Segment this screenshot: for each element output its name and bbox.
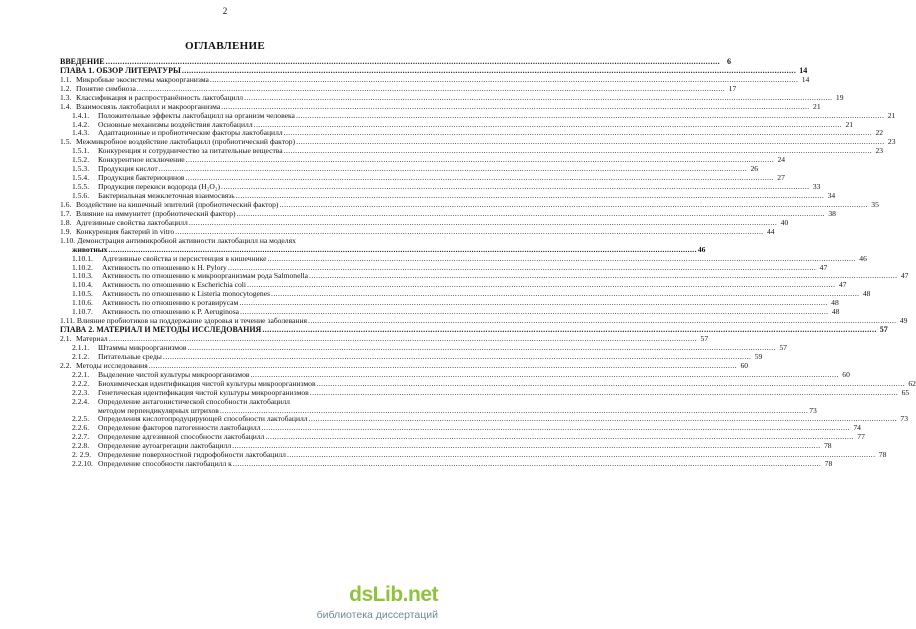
toc-entry-title: Понятие симбиоза	[76, 83, 136, 93]
toc-entry-number: 1.10.5.	[72, 289, 93, 299]
toc-entry-number: 1.10.4.	[72, 280, 93, 290]
toc-entry-page: 62	[908, 378, 916, 388]
toc-entry-title: Конкурентное исключение	[98, 155, 185, 165]
toc-entry-page: 17	[728, 83, 737, 93]
toc-entry-number: 1.6.	[60, 199, 72, 209]
toc-entry-title: Адаптационные и пробиотические факторы лактобацилл	[98, 128, 283, 138]
toc-entry-number: 2.2.2.	[72, 378, 90, 388]
toc-entry-page: 21	[887, 110, 896, 120]
toc-entry-page: 65	[901, 387, 910, 397]
toc-entry-page: 40	[780, 217, 789, 227]
toc-entry-title: Активность по отношению к P. Aeruginosa	[102, 307, 240, 317]
toc-entry-page: 78	[878, 450, 887, 460]
toc-entry-page: 22	[875, 128, 884, 138]
toc-entry-title: Основные механизмы воздействия лактобацилл	[98, 119, 253, 129]
toc-entry-title: Определение факторов патогенности лактобацилл	[98, 423, 261, 433]
toc-entry-number: 2. 2.9.	[72, 450, 91, 460]
toc-entry-number: 2.2.1.	[72, 369, 90, 379]
toc-entry	[60, 237, 415, 246]
toc-entry-page: 21	[845, 119, 854, 129]
toc-entry-page: 23	[875, 146, 884, 156]
toc-entry-page: 48	[862, 289, 871, 299]
toc-entry-number: 2.2.3.	[72, 387, 90, 397]
toc-entry-title: Питательные среды	[98, 351, 162, 361]
toc-entry-number: 1.4.2.	[72, 119, 90, 129]
toc-entry-number: 1.5.3.	[72, 164, 90, 174]
toc-entry-title: Выделение чистой культуры микроорганизмов	[98, 369, 250, 379]
toc-entry-title: Определение антагонистической способности лактобацилл	[98, 396, 290, 406]
toc-entry-title: ВВЕДЕНИЕ	[60, 56, 105, 66]
toc-entry-page: 21	[813, 101, 821, 111]
toc-entry-title: Активность по отношению к микроорганизмам рода Salmonella	[102, 271, 309, 281]
toc-entry-title: Штаммы микроорганизмов	[98, 342, 187, 352]
toc-entry-title: ГЛАВА 1. ОБЗОР ЛИТЕРАТУРЫ	[60, 65, 181, 75]
toc-entry-title: Конкуренция и сотрудничество за питательные вещества	[98, 146, 283, 156]
toc-entry-title: Активность по отношению к Escherichia coli	[102, 280, 246, 290]
toc-entry-title: Классификация и распространённость лактобацилл	[76, 92, 244, 102]
toc-entry-page: 24	[777, 155, 786, 165]
toc-entry-number: 1.2.	[60, 83, 72, 93]
toc-entry-page: 23	[887, 137, 896, 147]
toc-entry-title: Взаимосвязь лактобацилл и макроорганизма	[76, 101, 221, 111]
page-title: ОГЛАВЛЕНИЕ	[185, 40, 265, 52]
toc-entry-title: Определение способности лактобацилл к	[98, 459, 232, 469]
toc-entry-number: 1.1.	[60, 74, 72, 84]
toc-entry-title: Продукция кислот	[98, 164, 158, 174]
toc-entry	[60, 459, 833, 469]
toc-entry-title: Бактериальная межклеточная взаимосвязь	[98, 191, 235, 201]
toc-entry-page: 47	[900, 271, 909, 281]
toc-leader-dots	[233, 460, 821, 469]
toc-entry-number: 2.1.	[60, 334, 72, 344]
toc-entry-number: 1.10.6.	[72, 298, 93, 308]
toc-entry-page: 26	[750, 164, 759, 174]
toc-entry-number: 1.7.	[60, 208, 72, 218]
toc-entry-number: 1.8.	[60, 217, 72, 227]
toc-entry-page: 78	[824, 459, 833, 469]
toc-leader-dots	[310, 389, 898, 398]
toc-entry-title: Определение аутоагрегации лактобацилл	[98, 441, 232, 451]
toc-entry-page: 6	[727, 56, 732, 66]
toc-entry-page: 46	[697, 244, 706, 254]
toc-entry-number: 1.5.1.	[72, 146, 90, 156]
toc-entry-page: 59	[754, 351, 763, 361]
toc-entry-number: 1.5.2.	[72, 155, 90, 165]
toc-entry-page: 38	[828, 208, 836, 218]
toc-entry-page: 60	[842, 369, 850, 379]
toc-entry-title: Влияние пробиотиков на поддержание здоровья и течение заболевания	[76, 316, 308, 326]
toc-entry-title-continued: методом перпендикулярных штрихов	[98, 405, 219, 415]
toc-entry-title: Демонстрация антимикробной активности лактобацилл на моделях	[77, 235, 296, 245]
toc-entry-page: 14	[799, 65, 808, 75]
toc-entry-number: 2.2.4.	[72, 396, 90, 406]
toc-entry-page: 77	[857, 432, 865, 442]
toc-entry-number: 1.5.4.	[72, 173, 90, 183]
toc-entry-number: 1.5.6.	[72, 191, 90, 201]
toc-entry-number: 1.11.	[60, 316, 75, 326]
toc-entry-page: 48	[831, 307, 840, 317]
toc-entry-page: 57	[700, 334, 709, 344]
toc-entry-title: Адгезивные свойства лактобацилл	[76, 217, 188, 227]
toc-entry-number: 1.10.7.	[72, 307, 93, 317]
toc-entry-page: 57	[779, 342, 787, 352]
toc-entry-number: 2.2.5.	[72, 414, 90, 424]
toc-entry-page: 35	[871, 199, 879, 209]
toc-entry-number: 2.1.1.	[72, 342, 90, 352]
toc-entry-page: 14	[801, 74, 810, 84]
toc-entry-page: 49	[899, 316, 908, 326]
toc-entry-number: 1.10.2.	[72, 262, 93, 272]
toc-entry-number: 1.4.	[60, 101, 72, 111]
toc-entry-title: Конкуренция бактерий in vitro	[76, 226, 175, 236]
toc-entry-title: Влияние на иммунитет (пробиотический фактор)	[76, 208, 236, 218]
toc-entry-title: Активность по отношению к H. Pylory	[102, 262, 227, 272]
toc-entry-title: Межмикробное воздействие лактобацилл (пробиотический фактор)	[76, 137, 296, 147]
toc-entry-title: Положительные эффекты лактобацилл на организм человека	[98, 110, 295, 120]
toc-entry-page: 57	[879, 325, 888, 335]
toc-entry-page: 47	[819, 262, 828, 272]
toc-entry-title-continued: животных	[72, 244, 108, 254]
toc-entry-number: 1.10.	[60, 235, 76, 245]
toc-entry-page: 60	[740, 360, 749, 370]
toc-entry-title: Продукция перекиси водорода (H₂O₂)	[98, 182, 221, 192]
toc-entry-title: Микробные экосистемы макроорганизма	[76, 74, 209, 84]
toc-entry-page: 34	[827, 191, 836, 201]
toc-entry-number: 1.4.3.	[72, 128, 90, 138]
toc-entry-number: 2.2.10.	[72, 459, 93, 469]
toc-entry-page: 74	[853, 423, 861, 433]
toc-entry-number: 2.2.6.	[72, 423, 90, 433]
toc-entry-title: Определение адгезивной способности лактобацилл	[98, 432, 265, 442]
toc-entry-title: Материал	[76, 334, 108, 344]
toc-entry-title: Определения кислотопродуцирующей способности лактобацилл	[98, 414, 308, 424]
toc-entry	[60, 398, 415, 407]
watermark-logo: dsLib.net	[349, 583, 438, 606]
toc-entry-page: 27	[777, 173, 785, 183]
toc-entry-title: Продукция бактериоцинов	[98, 173, 185, 183]
toc-entry-title: Активность по отношению к Listeria monocytogenes	[102, 289, 271, 299]
toc-entry-title: Методы исследования	[76, 360, 148, 370]
toc-entry-title: Адгезивные свойства и персистенция в кишечнике	[102, 253, 267, 263]
toc-entry-page: 73	[900, 414, 908, 424]
toc-entry-page: 48	[831, 298, 839, 308]
toc-entry-page: 44	[766, 226, 775, 236]
toc-entry-number: 2.2.7.	[72, 432, 90, 442]
toc-entry-number: 1.5.5.	[72, 182, 90, 192]
toc-entry-title: ГЛАВА 2. МАТЕРИАЛ И МЕТОДЫ ИССЛЕДОВАНИЯ	[60, 325, 262, 335]
toc-entry-page: 46	[859, 253, 867, 263]
toc-entry-number: 2.2.	[60, 360, 72, 370]
page-number: 2	[222, 6, 228, 16]
toc-entry-number: 1.5.	[60, 137, 72, 147]
toc-entry-title: Биохимическая идентификация чистой культуры микроорганизмов	[98, 378, 316, 388]
toc-entry-number: 1.3.	[60, 92, 72, 102]
toc-entry-number: 2.1.2.	[72, 351, 90, 361]
toc-entry-page: 33	[812, 182, 821, 192]
toc-entry-number: 1.4.1.	[72, 110, 90, 120]
toc-entry-page: 47	[838, 280, 847, 290]
toc-entry-title: Генетическая идентификация чистой культуры микроорганизмов	[98, 387, 309, 397]
toc-entry-page: 78	[823, 441, 832, 451]
toc-entry-title: Определение поверхностной гидрофобности лактобацилл	[98, 450, 286, 460]
toc-entry-number: 1.10.1.	[72, 253, 93, 263]
toc-entry-title: Воздействие на кишечный эпителий (пробиотический фактор)	[76, 199, 279, 209]
watermark-subtitle: библиотека диссертаций	[316, 609, 438, 621]
toc-entry-title: Активность по отношению к ротавирусам	[102, 298, 239, 308]
watermark	[302, 583, 442, 623]
toc-entry-number: 1.9.	[60, 226, 72, 236]
toc-entry-page: 19	[835, 92, 844, 102]
toc-entry-number: 2.2.8.	[72, 441, 90, 451]
table-of-contents	[60, 56, 916, 469]
toc-entry-page: 73	[809, 405, 817, 415]
toc-entry-number: 1.10.3.	[72, 271, 93, 281]
